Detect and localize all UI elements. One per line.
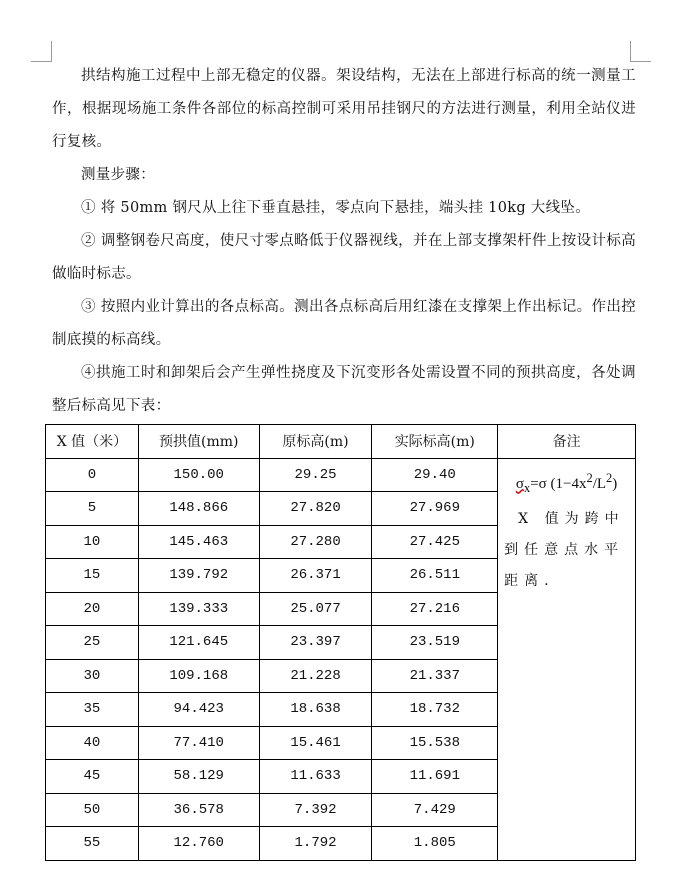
cell-x: 45 [46, 760, 139, 794]
cell-x: 40 [46, 726, 139, 760]
cell-x: 30 [46, 659, 139, 693]
cell-x: 50 [46, 793, 139, 827]
cell-x: 10 [46, 525, 139, 559]
cell-camber: 12.760 [138, 827, 259, 861]
header-camber: 预拱值(mm) [138, 425, 259, 459]
cell-original: 27.280 [259, 525, 372, 559]
paragraph-step-2: ② 调整钢卷尺高度，使尺寸零点略低于仪器视线，并在上部支撑架杆件上按设计标高做临时标志。 [52, 233, 636, 282]
cell-camber: 139.333 [138, 592, 259, 626]
document-body [52, 60, 636, 423]
cell-original: 23.397 [259, 626, 372, 660]
table-header-row [46, 425, 636, 459]
cell-actual: 21.337 [372, 659, 498, 693]
cell-actual: 18.732 [372, 693, 498, 727]
header-actual-elevation: 实际标高(m) [372, 425, 498, 459]
cell-camber: 77.410 [138, 726, 259, 760]
table-body [46, 458, 636, 860]
cell-original: 1.792 [259, 827, 372, 861]
crop-mark-top-left [31, 41, 52, 62]
cell-original: 29.25 [259, 458, 372, 492]
cell-camber: 121.645 [138, 626, 259, 660]
cell-actual: 23.519 [372, 626, 498, 660]
cell-actual: 11.691 [372, 760, 498, 794]
cell-camber: 109.168 [138, 659, 259, 693]
formula: $\sigma_x=\sigma$ $(1-4x^2/L^2)$ [515, 470, 618, 495]
cell-original: 18.638 [259, 693, 372, 727]
cell-original: 27.820 [259, 492, 372, 526]
cell-original: 21.228 [259, 659, 372, 693]
cell-x: 20 [46, 592, 139, 626]
elevation-table [45, 424, 636, 861]
cell-original: 26.371 [259, 559, 372, 593]
paragraph-step-1: ① 将 50mm 钢尺从上往下垂直悬挂，零点向下悬挂，端头挂 10kg 大线坠。 [81, 200, 591, 216]
cell-actual: 15.538 [372, 726, 498, 760]
cell-actual: 1.805 [372, 827, 498, 861]
cell-actual: 27.969 [372, 492, 498, 526]
cell-actual: 27.425 [372, 525, 498, 559]
cell-original: 7.392 [259, 793, 372, 827]
cell-actual: 29.40 [372, 458, 498, 492]
cell-actual: 26.511 [372, 559, 498, 593]
cell-camber: 139.792 [138, 559, 259, 593]
cell-x: 25 [46, 626, 139, 660]
cell-camber: 36.578 [138, 793, 259, 827]
cell-camber: 150.00 [138, 458, 259, 492]
cell-camber: 148.866 [138, 492, 259, 526]
cell-original: 11.633 [259, 760, 372, 794]
table-row [46, 458, 636, 492]
header-original-elevation: 原标高(m) [259, 425, 372, 459]
remarks-cell [498, 458, 636, 860]
cell-original: 25.077 [259, 592, 372, 626]
cell-camber: 145.463 [138, 525, 259, 559]
paragraph-step-3: ③ 按照内业计算出的各点标高。测出各点标高后用红漆在支撑架上作出标记。作出控制底摸的标高线。 [52, 299, 636, 348]
cell-x: 15 [46, 559, 139, 593]
cell-camber: 94.423 [138, 693, 259, 727]
cell-x: 35 [46, 693, 139, 727]
cell-x: 5 [46, 492, 139, 526]
paragraph-intro: 拱结构施工过程中上部无稳定的仪器。架设结构，无法在上部进行标高的统一测量工作，根据现场施工条件各部位的标高控制可采用吊挂钢尺的方法进行测量，利用全站仪进行复核。 [52, 68, 636, 150]
remarks-text: X 值为跨中到任意点水平距离. [504, 510, 625, 589]
header-x-value: X 值（米） [46, 425, 139, 459]
cell-actual: 7.429 [372, 793, 498, 827]
paragraph-step-4: ④拱施工时和卸架后会产生弹性挠度及下沉变形各处需设置不同的预拱高度，各处调整后标高见下表： [52, 365, 636, 414]
cell-original: 15.461 [259, 726, 372, 760]
cell-x: 0 [46, 458, 139, 492]
header-remarks: 备注 [498, 425, 636, 459]
cell-camber: 58.129 [138, 760, 259, 794]
cell-actual: 27.216 [372, 592, 498, 626]
cell-x: 55 [46, 827, 139, 861]
crop-mark-top-right [630, 41, 651, 62]
paragraph-steps-heading: 测量步骤： [81, 167, 155, 183]
